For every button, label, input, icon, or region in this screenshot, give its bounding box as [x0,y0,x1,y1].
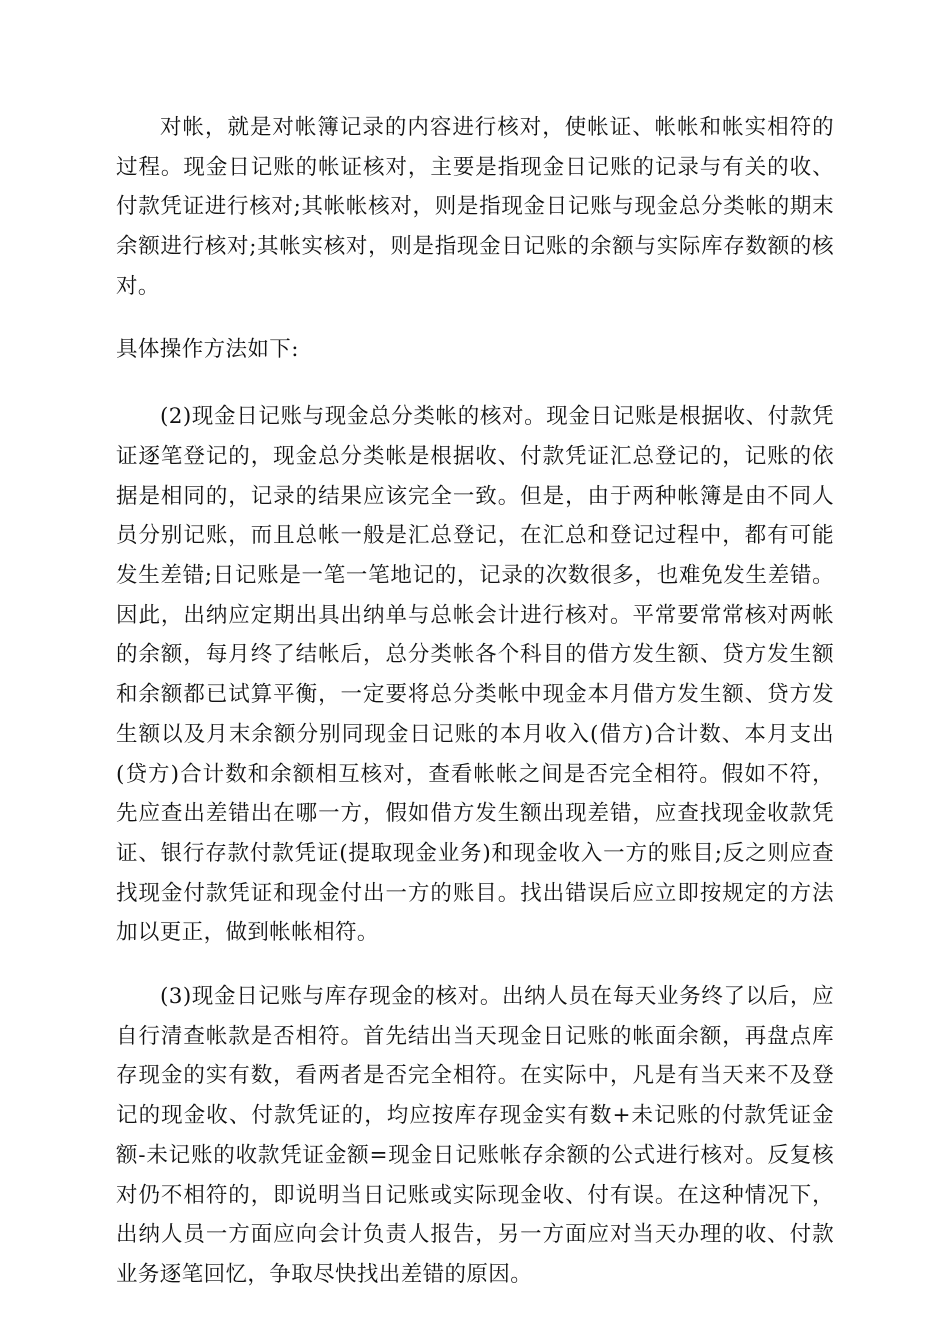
section-3-paragraph: (3)现金日记账与库存现金的核对。出纳人员在每天业务终了以后，应自行清查帐款是否相符。首先结出当天现金日记账的帐面余额，再盘点库存现金的实有数，看两者是否完全相符。在实际中，凡是有当天来不及登记的现金收、付款凭证的，均应按库存现金实有数+未记账的付款凭证金额-未记账的收款凭证金额=现金日记账帐存余额的公式进行核对。反复核对仍不相符的，即说明当日记账或实际现金收、付有误。在这种情况下，出纳人员一方面应向会计负责人报告，另一方面应对当天办理的收、付款业务逐笔回忆，争取尽快找出差错的原因。 [116,984,834,1287]
method-heading: 具体操作方法如下: [116,336,299,362]
section-2-paragraph: (2)现金日记账与现金总分类帐的核对。现金日记账是根据收、付款凭证逐笔登记的，现金总分类帐是根据收、付款凭证汇总登记的，记账的依据是相同的，记录的结果应该完全一致。但是，由于两种帐簿是由不同人员分别记账，而且总帐一般是汇总登记，在汇总和登记过程中，都有可能发生差错;日记账是一笔一笔地记的，记录的次数很多，也难免发生差错。因此，出纳应定期出具出纳单与总帐会计进行核对。平常要常常核对两帐的余额，每月终了结帐后，总分类帐各个科目的借方发生额、贷方发生额和余额都已试算平衡，一定要将总分类帐中现金本月借方发生额、贷方发生额以及月末余额分别同现金日记账的本月收入(借方)合计数、本月支出(贷方)合计数和余额相互核对，查看帐帐之间是否完全相符。假如不符，先应查出差错出在哪一方，假如借方发生额出现差错，应查找现金收款凭证、银行存款付款凭证(提取现金业务)和现金收入一方的账目;反之则应查找现金付款凭证和现金付出一方的账目。找出错误后应立即按规定的方法加以更正，做到帐帐相符。 [116,404,834,946]
document-page [116,108,834,1295]
intro-paragraph: 对帐，就是对帐簿记录的内容进行核对，使帐证、帐帐和帐实相符的过程。现金日记账的帐证核对，主要是指现金日记账的记录与有关的收、付款凭证进行核对;其帐帐核对，则是指现金日记账与现金总分类帐的期末余额进行核对;其帐实核对，则是指现金日记账的余额与实际库存数额的核对。 [116,115,834,299]
